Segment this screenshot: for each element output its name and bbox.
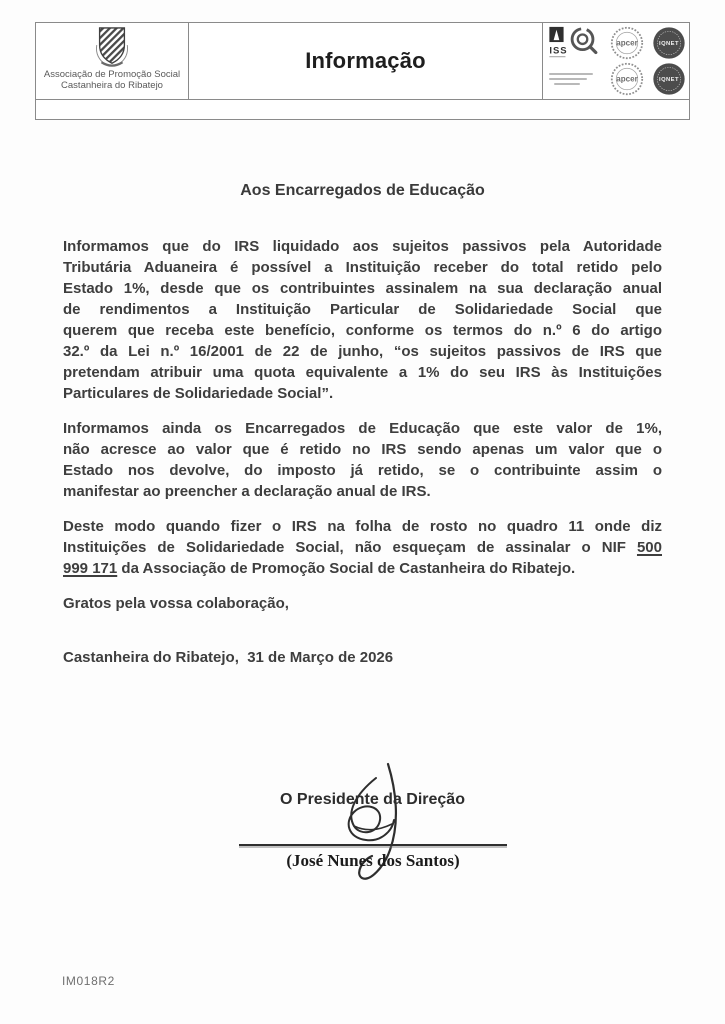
dateline: Castanheira do Ribatejo, 31 de Março de 2026 — [63, 649, 394, 666]
text-segment: Estado 1%, desde que os contribuintes assinalem na sua declaração anual — [63, 280, 662, 297]
header-table — [35, 22, 690, 120]
paragraph-line — [63, 558, 662, 579]
paragraph-line — [63, 460, 662, 481]
paragraph-line — [63, 236, 662, 257]
paragraph — [63, 236, 662, 404]
paragraph — [63, 593, 662, 614]
iqnet-badge-icon — [652, 26, 686, 60]
org-name-line1: Associação de Promoção Social — [43, 69, 181, 80]
paragraph-line — [63, 299, 662, 320]
form-code: IM018R2 — [62, 974, 115, 988]
signature-name: (José Nunes dos Santos) — [286, 851, 460, 870]
iss-logo-icon — [546, 25, 602, 61]
text-segment: Instituições de Solidariedade Social, não esqueçam de assinalar o NIF — [63, 539, 637, 556]
underlined-text: 999 171 — [63, 560, 118, 577]
text-segment: Informamos ainda os Encarregados de Educação que este valor de 1%, — [63, 420, 662, 437]
paragraph-line — [63, 278, 662, 299]
svg-text:apcer: apcer — [616, 38, 638, 48]
svg-text:IQNET: IQNET — [659, 77, 679, 84]
paragraph-line — [63, 257, 662, 278]
paragraph-line — [63, 481, 662, 502]
iqnet-badge-icon — [652, 62, 686, 96]
org-crest-icon — [83, 26, 141, 68]
svg-text:IQNET: IQNET — [659, 41, 679, 48]
text-segment: 32.º da Lei n.º 16/2001 de 22 de junho, “os sujeitos passivos de IRS que — [63, 343, 662, 360]
svg-text:apcer: apcer — [615, 74, 638, 84]
paragraph-line — [63, 418, 662, 439]
text-segment: Tributária Aduaneira é possível a Instituição receber do total retido pelo — [63, 259, 662, 276]
paragraph-line — [63, 383, 662, 404]
certs-row-top — [546, 25, 686, 61]
text-segment: Particulares de Solidariedade Social”. — [63, 385, 334, 402]
text-segment: da Associação de Promoção Social de Castanheira do Ribatejo. — [117, 560, 576, 577]
letter-body — [63, 236, 662, 628]
paragraph-line — [63, 516, 662, 537]
signature-role: O Presidente da Direção — [280, 791, 465, 808]
paragraph — [63, 516, 662, 579]
header-title-cell — [189, 23, 543, 99]
text-segment: manifestar ao preencher a declaração anual de IRS. — [63, 483, 431, 500]
header-main-row — [36, 23, 689, 99]
text-segment: Gratos pela vossa colaboração, — [63, 595, 289, 612]
text-segment: Informamos que do IRS liquidado aos sujeitos passivos pela Autoridade — [63, 238, 662, 255]
paragraph-line — [63, 362, 662, 383]
certs-row-bottom — [546, 61, 686, 97]
svg-text:ISS: ISS — [549, 45, 568, 57]
org-name — [44, 69, 180, 91]
org-name-line2: Castanheira do Ribatejo — [61, 80, 163, 91]
apcer-badge-icon — [610, 26, 644, 60]
apcer-badge-icon — [610, 62, 644, 96]
accreditation-note — [546, 73, 601, 85]
text-segment: pretendam atribuir uma quota equivalente a 1% do seu IRS às Instituições — [63, 364, 662, 381]
certifications-cell — [543, 23, 689, 99]
text-segment: Estado nos devolve, do imposto já retido, se o contribuinte assim o — [63, 462, 662, 479]
underlined-text: 500 — [636, 539, 662, 556]
paragraph-line — [63, 537, 662, 558]
paragraph-line — [63, 593, 662, 614]
paragraph — [63, 418, 662, 502]
letter-heading: Aos Encarregados de Educação — [240, 182, 485, 199]
org-logo-cell — [36, 23, 189, 99]
paragraph-line — [63, 439, 662, 460]
text-segment: Deste modo quando fizer o IRS na folha de rosto no quadro 11 onde diz — [63, 518, 662, 535]
text-segment: não acresce ao valor que é retido no IRS sendo apenas um valor que o — [63, 441, 662, 458]
page-title: Informação — [305, 48, 426, 73]
text-segment: querem que receba este benefício, conforme os termos do n.º 6 do artigo — [63, 322, 662, 339]
header-empty-row — [36, 99, 689, 119]
text-segment: de rendimentos a Instituição Particular de Solidariedade Social que — [63, 301, 662, 318]
paragraph-line — [63, 320, 662, 341]
signature-line — [239, 844, 507, 846]
paragraph-line — [63, 341, 662, 362]
